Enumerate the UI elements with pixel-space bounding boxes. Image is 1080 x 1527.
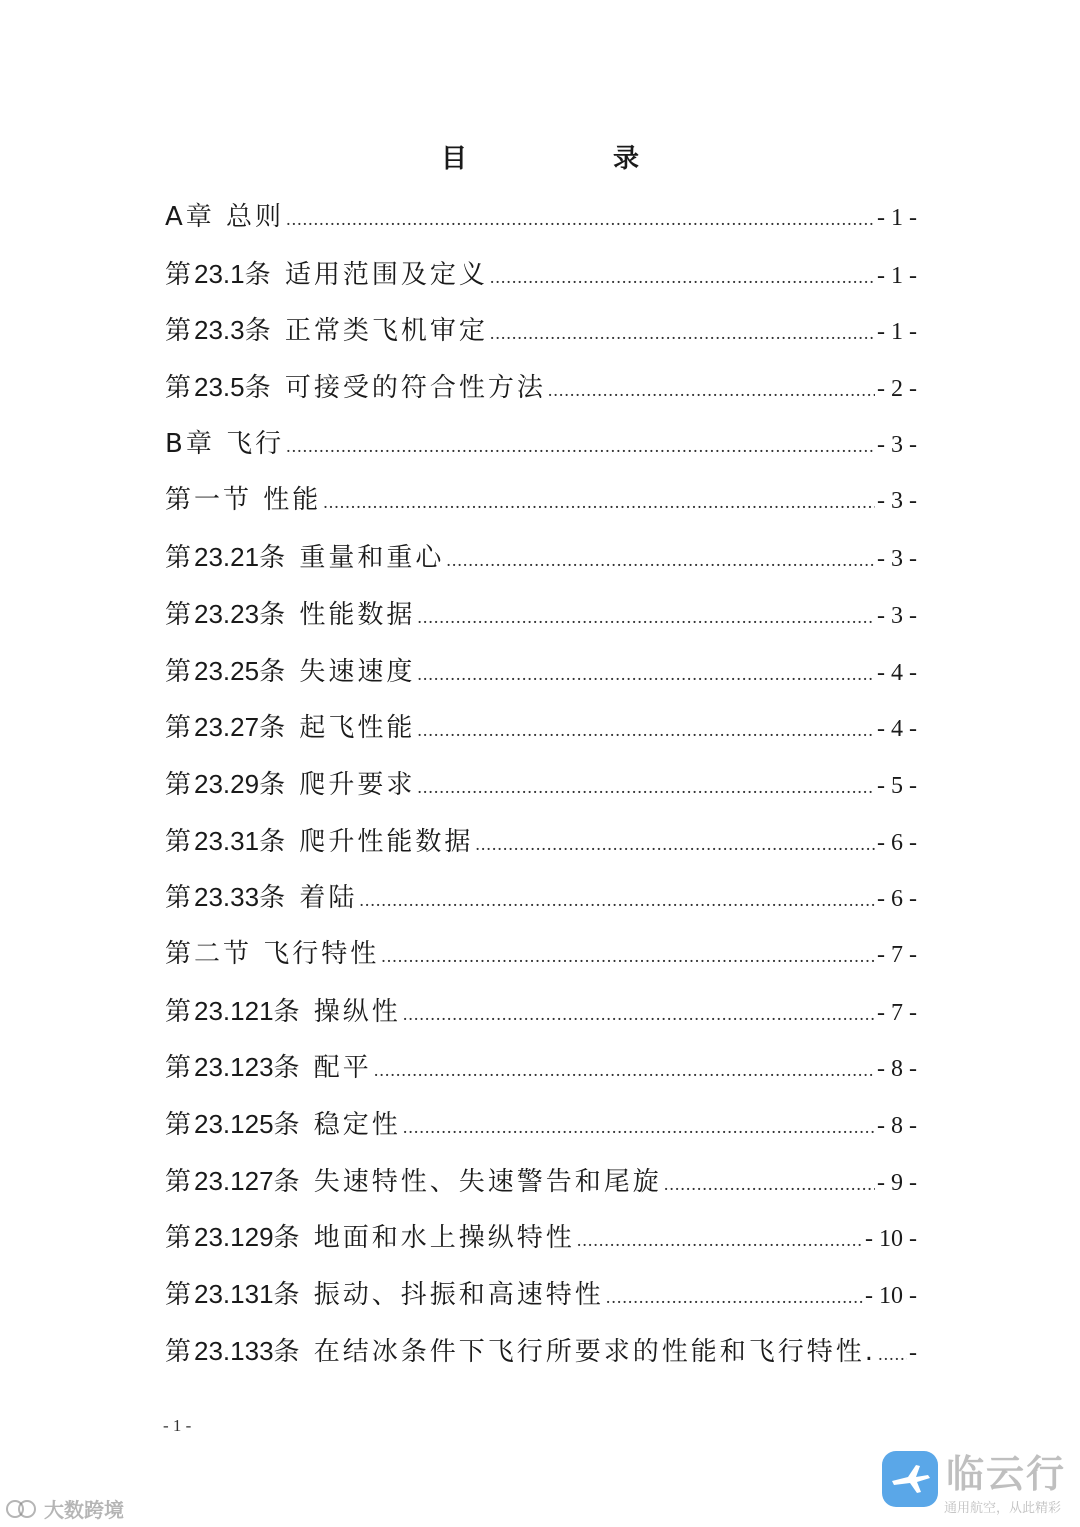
toc-entry-label [165,189,284,246]
toc-leader-dots [417,589,875,646]
weibo-logo-icon [6,1498,40,1520]
watermark-left-text: 大数跨境 [44,1498,124,1522]
toc-entry-title: 条 稳定性 [273,1110,401,1140]
toc-entry-number: 23.21 [194,542,260,573]
toc-entry-label [165,926,379,983]
page-number: - 1 - [163,1416,192,1435]
toc-entry-label [165,869,357,927]
toc-entry-prefix: A [165,202,186,232]
toc-entry-prefix: 第 [165,1336,195,1367]
toc-entry[interactable] [165,1209,917,1266]
toc-entry-label [165,756,415,814]
toc-entry-prefix: 第 [165,373,195,404]
toc-entry-page: - 3 - [877,602,917,629]
page-title: 目 录 [440,144,699,174]
toc-entry-page: - 10 - [865,1226,917,1253]
toc-entry[interactable] [165,529,917,586]
toc-entry-prefix: 第 [165,656,195,687]
toc-entry-page: - 5 - [877,772,917,799]
toc-entry[interactable] [165,983,917,1040]
toc-leader-dots [359,872,875,929]
toc-entry-page: - 4 - [877,716,917,743]
toc-entry-page: - 8 - [877,1113,917,1139]
toc-entry[interactable] [165,246,917,303]
toc-entry-number: 23.121 [194,995,274,1026]
toc-entry-page: - 8 - [877,1056,917,1083]
toc-entry-prefix: 第 [165,883,195,914]
toc-entry-label [165,1039,372,1097]
toc-entry-title: 条 操纵性 [273,996,401,1027]
toc-entry-number: 23.1 [194,258,245,289]
toc-entry-prefix: 第二节 飞行特性 [165,938,380,969]
watermark-slogan: 通用航空，从此精彩 [944,1501,1062,1516]
toc-entry-number: 23.25 [194,655,260,686]
toc-entry-title: 条 起飞性能 [259,713,416,744]
toc-leader-dots [878,1326,907,1383]
toc-entry-label [165,302,488,360]
toc-entry-label [165,586,415,644]
toc-leader-dots [577,1212,863,1269]
toc-entry-number: 23.27 [194,712,260,743]
toc-entry-page: - 3 - [877,546,917,573]
toc-entry-prefix: 第 [165,713,195,744]
toc-entry-number: 23.33 [194,882,260,913]
toc-entry[interactable] [165,1266,917,1323]
toc-entry-number: 23.125 [194,1109,274,1139]
toc-entry-title: 条 可接受的符合性方法 [244,373,546,404]
toc-leader-dots [374,1042,875,1099]
toc-entry-label [165,699,415,757]
toc-entry-title: 条 爬升性能数据 [259,826,474,857]
toc-entry-page: - 7 - [877,941,917,968]
toc-entry[interactable] [165,756,917,813]
toc-entry-label [165,359,546,417]
toc-entry-title: 条 配平 [273,1053,372,1084]
toc-leader-dots [664,1156,875,1213]
toc-entry-title: 条 爬升要求 [259,769,416,800]
toc-entry-title: 条 性能数据 [259,599,416,630]
toc-entry-page: - 3 - [877,431,917,458]
airplane-logo-icon [882,1451,938,1507]
toc-entry[interactable] [165,1039,917,1096]
toc-entry[interactable] [165,586,917,643]
toc-entry-label [165,246,488,304]
toc-entry-page: - 7 - [877,999,917,1026]
toc-entry-title: 章 飞行 [185,428,285,459]
toc-entry[interactable] [165,869,917,926]
watermark-left [6,1494,124,1523]
toc-leader-dots [417,702,875,759]
toc-entry-prefix: 第 [165,996,195,1027]
toc-entry[interactable] [165,643,917,700]
toc-entry[interactable] [165,189,917,246]
toc-entry-page: - 6 - [877,829,917,856]
toc-leader-dots [403,986,875,1043]
toc-entry-title: 条 着陆 [259,883,358,914]
toc-entry-title: 条 失速速度 [259,656,416,687]
toc-entry-page: - 9 - [877,1169,917,1196]
toc-entry-title: 条 失速特性、失速警告和尾旋 [273,1166,662,1197]
toc-leader-dots [548,362,875,419]
toc-entry-title: 条 振动、抖振和高速特性 [273,1280,604,1311]
toc-entry[interactable] [165,926,917,983]
toc-leader-dots [403,1099,875,1156]
toc-leader-dots [286,418,875,475]
toc-entry-number: 23.123 [194,1052,274,1083]
toc-entry-prefix: 第 [165,543,195,574]
toc-entry-title: 章 总则 [185,202,285,232]
toc-entry[interactable] [165,813,917,870]
toc-entry-number: 23.31 [194,825,260,856]
toc-entry-label [165,529,444,587]
toc-entry-label [165,983,401,1041]
toc-leader-dots [381,928,875,985]
toc-entry-page: - [909,1339,917,1366]
toc-entry[interactable] [165,359,917,416]
toc-entry[interactable] [165,699,917,756]
toc-entry-label [165,472,321,529]
toc-entry-number: 23.133 [194,1335,274,1366]
toc-entry-label [165,1209,575,1267]
toc-entry-prefix: 第一节 性能 [165,485,322,516]
toc-leader-dots [446,532,875,589]
toc-entry-prefix: 第 [165,1110,195,1140]
toc-entry-number: 23.127 [194,1165,274,1196]
toc-entry-prefix: 第 [165,769,195,800]
toc-entry-number: 23.3 [194,315,245,346]
toc-entry-number: 23.23 [194,598,260,629]
toc-entry-page: - 2 - [877,376,917,403]
toc-entry-title: 条 在结冰条件下飞行所要求的性能和飞行特性. [273,1336,877,1367]
toc-entry-label [165,416,284,473]
toc-entry-title: 条 适用范围及定义 [244,259,488,290]
toc-entry-prefix: 第 [165,316,195,347]
table-of-contents [165,189,917,1379]
toc-leader-dots [417,759,875,816]
toc-entry-page: - 4 - [877,659,917,686]
toc-entry[interactable] [165,302,917,359]
toc-entry-prefix: 第 [165,1053,195,1084]
toc-entry[interactable] [165,472,917,529]
toc-entry-title: 条 重量和重心 [259,543,445,574]
toc-entry-label [165,1323,876,1381]
toc-entry-title: 条 地面和水上操纵特性 [273,1223,575,1254]
toc-entry-page: - 10 - [865,1283,917,1310]
toc-entry-number: 23.129 [194,1222,274,1253]
toc-entry-page: - 1 - [877,262,917,289]
toc-leader-dots [323,474,875,531]
toc-entry[interactable] [165,1096,917,1153]
toc-entry-page: - 3 - [877,488,917,515]
toc-leader-dots [286,191,875,248]
toc-entry-number: 23.29 [194,768,260,799]
toc-entry-label [165,643,415,701]
toc-entry-prefix: 第 [165,1166,195,1197]
toc-entry-prefix: 第 [165,599,195,630]
toc-entry-page: - 1 - [877,319,917,346]
toc-entry[interactable] [165,416,917,473]
toc-leader-dots [490,249,875,306]
toc-entry-prefix: B [165,428,186,459]
toc-leader-dots [606,1269,863,1326]
toc-entry-prefix: 第 [165,1280,195,1311]
watermark-right [882,1443,1072,1523]
toc-entry-title: 条 正常类飞机审定 [244,316,488,347]
toc-entry-number: 23.5 [194,372,245,403]
toc-entry-number: 23.131 [194,1279,274,1310]
toc-entry-label [165,1096,401,1154]
toc-entry-prefix: 第 [165,259,195,290]
toc-entry-label [165,1266,604,1324]
toc-entry-prefix: 第 [165,826,195,857]
toc-entry-label [165,813,473,871]
toc-entry-page: - 6 - [877,886,917,913]
toc-leader-dots [417,646,875,703]
toc-leader-dots [475,816,875,873]
watermark-brand: 临云行 [946,1452,1067,1496]
toc-entry[interactable] [165,1323,917,1380]
toc-leader-dots [490,305,875,362]
toc-entry[interactable] [165,1153,917,1210]
toc-entry-prefix: 第 [165,1223,195,1254]
toc-entry-page: - 1 - [877,205,917,231]
toc-entry-label [165,1153,662,1211]
